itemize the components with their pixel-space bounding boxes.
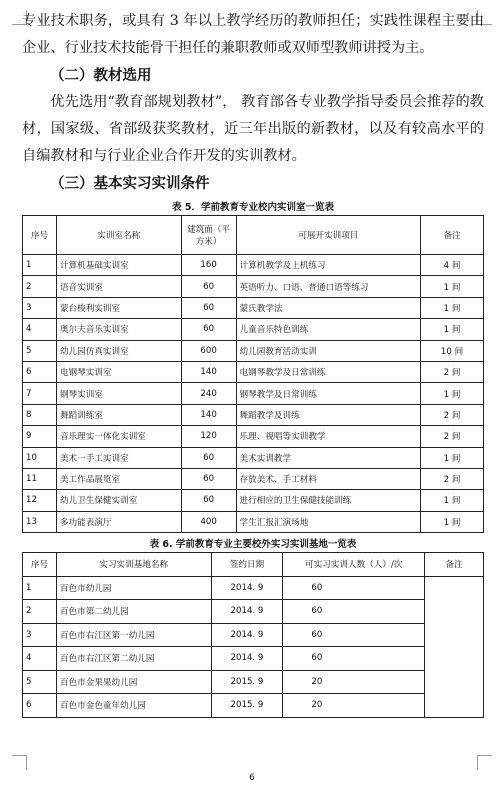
table5-cell: 6 — [23, 361, 57, 382]
table6-cell: 20 — [283, 670, 425, 694]
table6-cell: 60 — [283, 647, 425, 671]
table5-header-cell: 建筑面（平方米） — [181, 216, 236, 255]
table6-cell: 2014. 9 — [211, 600, 283, 624]
table5-oncampus-labs — [22, 215, 484, 533]
table5-cell: 600 — [181, 340, 236, 361]
table6-cell: 2014. 9 — [211, 647, 283, 671]
table6-header-row — [23, 553, 484, 577]
table-row — [23, 319, 484, 340]
table5-cell: 舞蹈训练室 — [56, 404, 181, 425]
table6-cell: 百色市右江区第一幼儿园 — [56, 623, 211, 647]
table-row — [23, 276, 484, 297]
table5-cell: 60 — [181, 319, 236, 340]
table5-cell: 12 — [23, 490, 57, 511]
table5-cell: 10 间 — [421, 340, 484, 361]
textbook-paragraph: 优先选用“教育部规划教材”， 教育部各专业教学指导委员会推荐的教材，国家级、省部级获奖教材，近三年出版的新教材，以及有较高水平的自编教材和与行业企业合作开发的实训教材。 — [22, 94, 484, 164]
table-row — [23, 647, 484, 671]
table5-cell: 4 间 — [421, 255, 484, 276]
table-row — [23, 576, 484, 600]
table5-cell: 存放美术、手工材料 — [236, 468, 421, 489]
table5-cell: 1 间 — [421, 447, 484, 468]
document-body — [22, 8, 484, 718]
table5-cell: 60 — [181, 297, 236, 318]
table5-cell: 进行相应的卫生保健技能训练 — [236, 490, 421, 511]
table6-cell: 5 — [23, 670, 57, 694]
table5-cell: 140 — [181, 404, 236, 425]
table5-header-cell: 序号 — [23, 216, 57, 255]
table-row — [23, 623, 484, 647]
table5-cell: 蒙氏教学法 — [236, 297, 421, 318]
table5-cell: 钢琴实训室 — [56, 383, 181, 404]
table-row — [23, 694, 484, 718]
intro-paragraph: 专业技术职务，或具有 3 年以上教学经历的教师担任；实践性课程主要由企业、行业技术技能骨干担任的兼职教师或双师型教师讲授为主。 — [22, 13, 484, 56]
table6-cell: 2015. 9 — [211, 694, 283, 718]
table6-cell: 2 — [23, 600, 57, 624]
table6-header-cell: 实习实训基地名称 — [56, 553, 211, 577]
table6-cell: 6 — [23, 694, 57, 718]
table6-cell: 2015. 9 — [211, 670, 283, 694]
table5-cell: 多功能表演厅 — [56, 511, 181, 532]
table-row — [23, 670, 484, 694]
table-row — [23, 297, 484, 318]
table-row — [23, 511, 484, 532]
table6-cell: 60 — [283, 600, 425, 624]
table6-cell: 百色市金果果幼儿园 — [56, 670, 211, 694]
section-heading-training-conditions: （三）基本实习实训条件 — [50, 175, 210, 192]
table6-cell: 60 — [283, 576, 425, 600]
table5-cell: 1 间 — [421, 297, 484, 318]
table5-cell: 240 — [181, 383, 236, 404]
table6-cell: 2014. 9 — [211, 623, 283, 647]
table5-cell: 儿童音乐特色训练 — [236, 319, 421, 340]
table5-cell: 乐理、视唱等实训教学 — [236, 426, 421, 447]
table6-cell: 20 — [283, 694, 425, 718]
table6-cell: 2014. 9 — [211, 576, 283, 600]
table5-cell: 音乐理实一体化实训室 — [56, 426, 181, 447]
table-row — [23, 490, 484, 511]
table5-cell: 1 间 — [421, 490, 484, 511]
table5-cell: 13 — [23, 511, 57, 532]
table5-header-cell: 实训室名称 — [56, 216, 181, 255]
table5-cell: 1 间 — [421, 511, 484, 532]
table6-cell: 百色市第二幼儿园 — [56, 600, 211, 624]
table6-remarks-cell — [425, 576, 484, 717]
table6-cell: 1 — [23, 576, 57, 600]
table5-header-row — [23, 216, 484, 255]
table5-cell: 1 间 — [421, 276, 484, 297]
table6-header-cell: 签约日期 — [211, 553, 283, 577]
table5-cell: 160 — [181, 255, 236, 276]
section-heading-textbooks: （二）教材选用 — [50, 67, 152, 84]
table5-cell: 2 间 — [421, 361, 484, 382]
table5-cell: 8 — [23, 404, 57, 425]
table6-offcampus-bases — [22, 552, 484, 718]
table5-cell: 9 — [23, 426, 57, 447]
table5-cell: 3 — [23, 297, 57, 318]
table5-cell: 1 间 — [421, 319, 484, 340]
table5-cell: 电钢琴教学及日常训练 — [236, 361, 421, 382]
table5-cell: 1 间 — [421, 383, 484, 404]
table-row — [23, 447, 484, 468]
table5-cell: 60 — [181, 276, 236, 297]
table6-header-cell: 可实习实训人数（人）/次 — [283, 553, 425, 577]
table5-cell: 钢琴教学及日常训练 — [236, 383, 421, 404]
table-row — [23, 340, 484, 361]
table-row — [23, 600, 484, 624]
table-row — [23, 383, 484, 404]
table5-cell: 1 — [23, 255, 57, 276]
page-number: 6 — [249, 773, 255, 783]
table6-header-cell: 序号 — [23, 553, 57, 577]
table5-cell: 11 — [23, 468, 57, 489]
table5-cell: 2 间 — [421, 426, 484, 447]
table5-cell: 7 — [23, 383, 57, 404]
table5-cell: 幼儿园教育活动实训 — [236, 340, 421, 361]
table5-cell: 学生汇报汇演场地 — [236, 511, 421, 532]
table5-cell: 60 — [181, 447, 236, 468]
table5-cell: 120 — [181, 426, 236, 447]
table5-cell: 计算机基础实训室 — [56, 255, 181, 276]
table5-cell: 2 间 — [421, 404, 484, 425]
table-row — [23, 426, 484, 447]
table5-cell: 计算机教学及上机练习 — [236, 255, 421, 276]
crop-mark-bottom-right — [477, 755, 492, 770]
table5-cell: 2 — [23, 276, 57, 297]
crop-mark-bottom-left — [12, 755, 27, 770]
table5-cell: 5 — [23, 340, 57, 361]
table5-cell: 语音实训室 — [56, 276, 181, 297]
table6-header-cell: 备注 — [425, 553, 484, 577]
table6-cell: 百色市右江区第二幼儿园 — [56, 647, 211, 671]
table6-caption: 表 6. 学前教育专业主要校外实习实训基地一览表 — [149, 539, 357, 551]
table5-cell: 2 间 — [421, 468, 484, 489]
table5-cell: 幼儿园仿真实训室 — [56, 340, 181, 361]
table5-cell: 400 — [181, 511, 236, 532]
table5-cell: 幼儿卫生保健实训室 — [56, 490, 181, 511]
table5-cell: 60 — [181, 468, 236, 489]
table5-cell: 美工作品展览室 — [56, 468, 181, 489]
table5-cell: 舞蹈教学及训练 — [236, 404, 421, 425]
table6-cell: 百色市金色童年幼儿园 — [56, 694, 211, 718]
table5-cell: 140 — [181, 361, 236, 382]
table5-cell: 美术实训教学 — [236, 447, 421, 468]
table5-header-cell: 备注 — [421, 216, 484, 255]
table5-cell: 蒙台梭利实训室 — [56, 297, 181, 318]
table5-cell: 美术一手工实训室 — [56, 447, 181, 468]
table5-cell: 奥尔夫音乐实训室 — [56, 319, 181, 340]
table-row — [23, 361, 484, 382]
table5-header-cell: 可展开实训项目 — [236, 216, 421, 255]
table6-cell: 60 — [283, 623, 425, 647]
table6-cell: 4 — [23, 647, 57, 671]
table-row — [23, 468, 484, 489]
table5-cell: 4 — [23, 319, 57, 340]
table6-cell: 百色市幼儿园 — [56, 576, 211, 600]
table-row — [23, 404, 484, 425]
table5-cell: 英语听力、口语、普通口语等练习 — [236, 276, 421, 297]
table-row — [23, 255, 484, 276]
table5-cell: 60 — [181, 490, 236, 511]
table5-cell: 电钢琴实训室 — [56, 361, 181, 382]
table5-cell: 10 — [23, 447, 57, 468]
table6-cell: 3 — [23, 623, 57, 647]
table5-caption: 表 5．学前教育专业校内实训室一览表 — [172, 202, 334, 213]
